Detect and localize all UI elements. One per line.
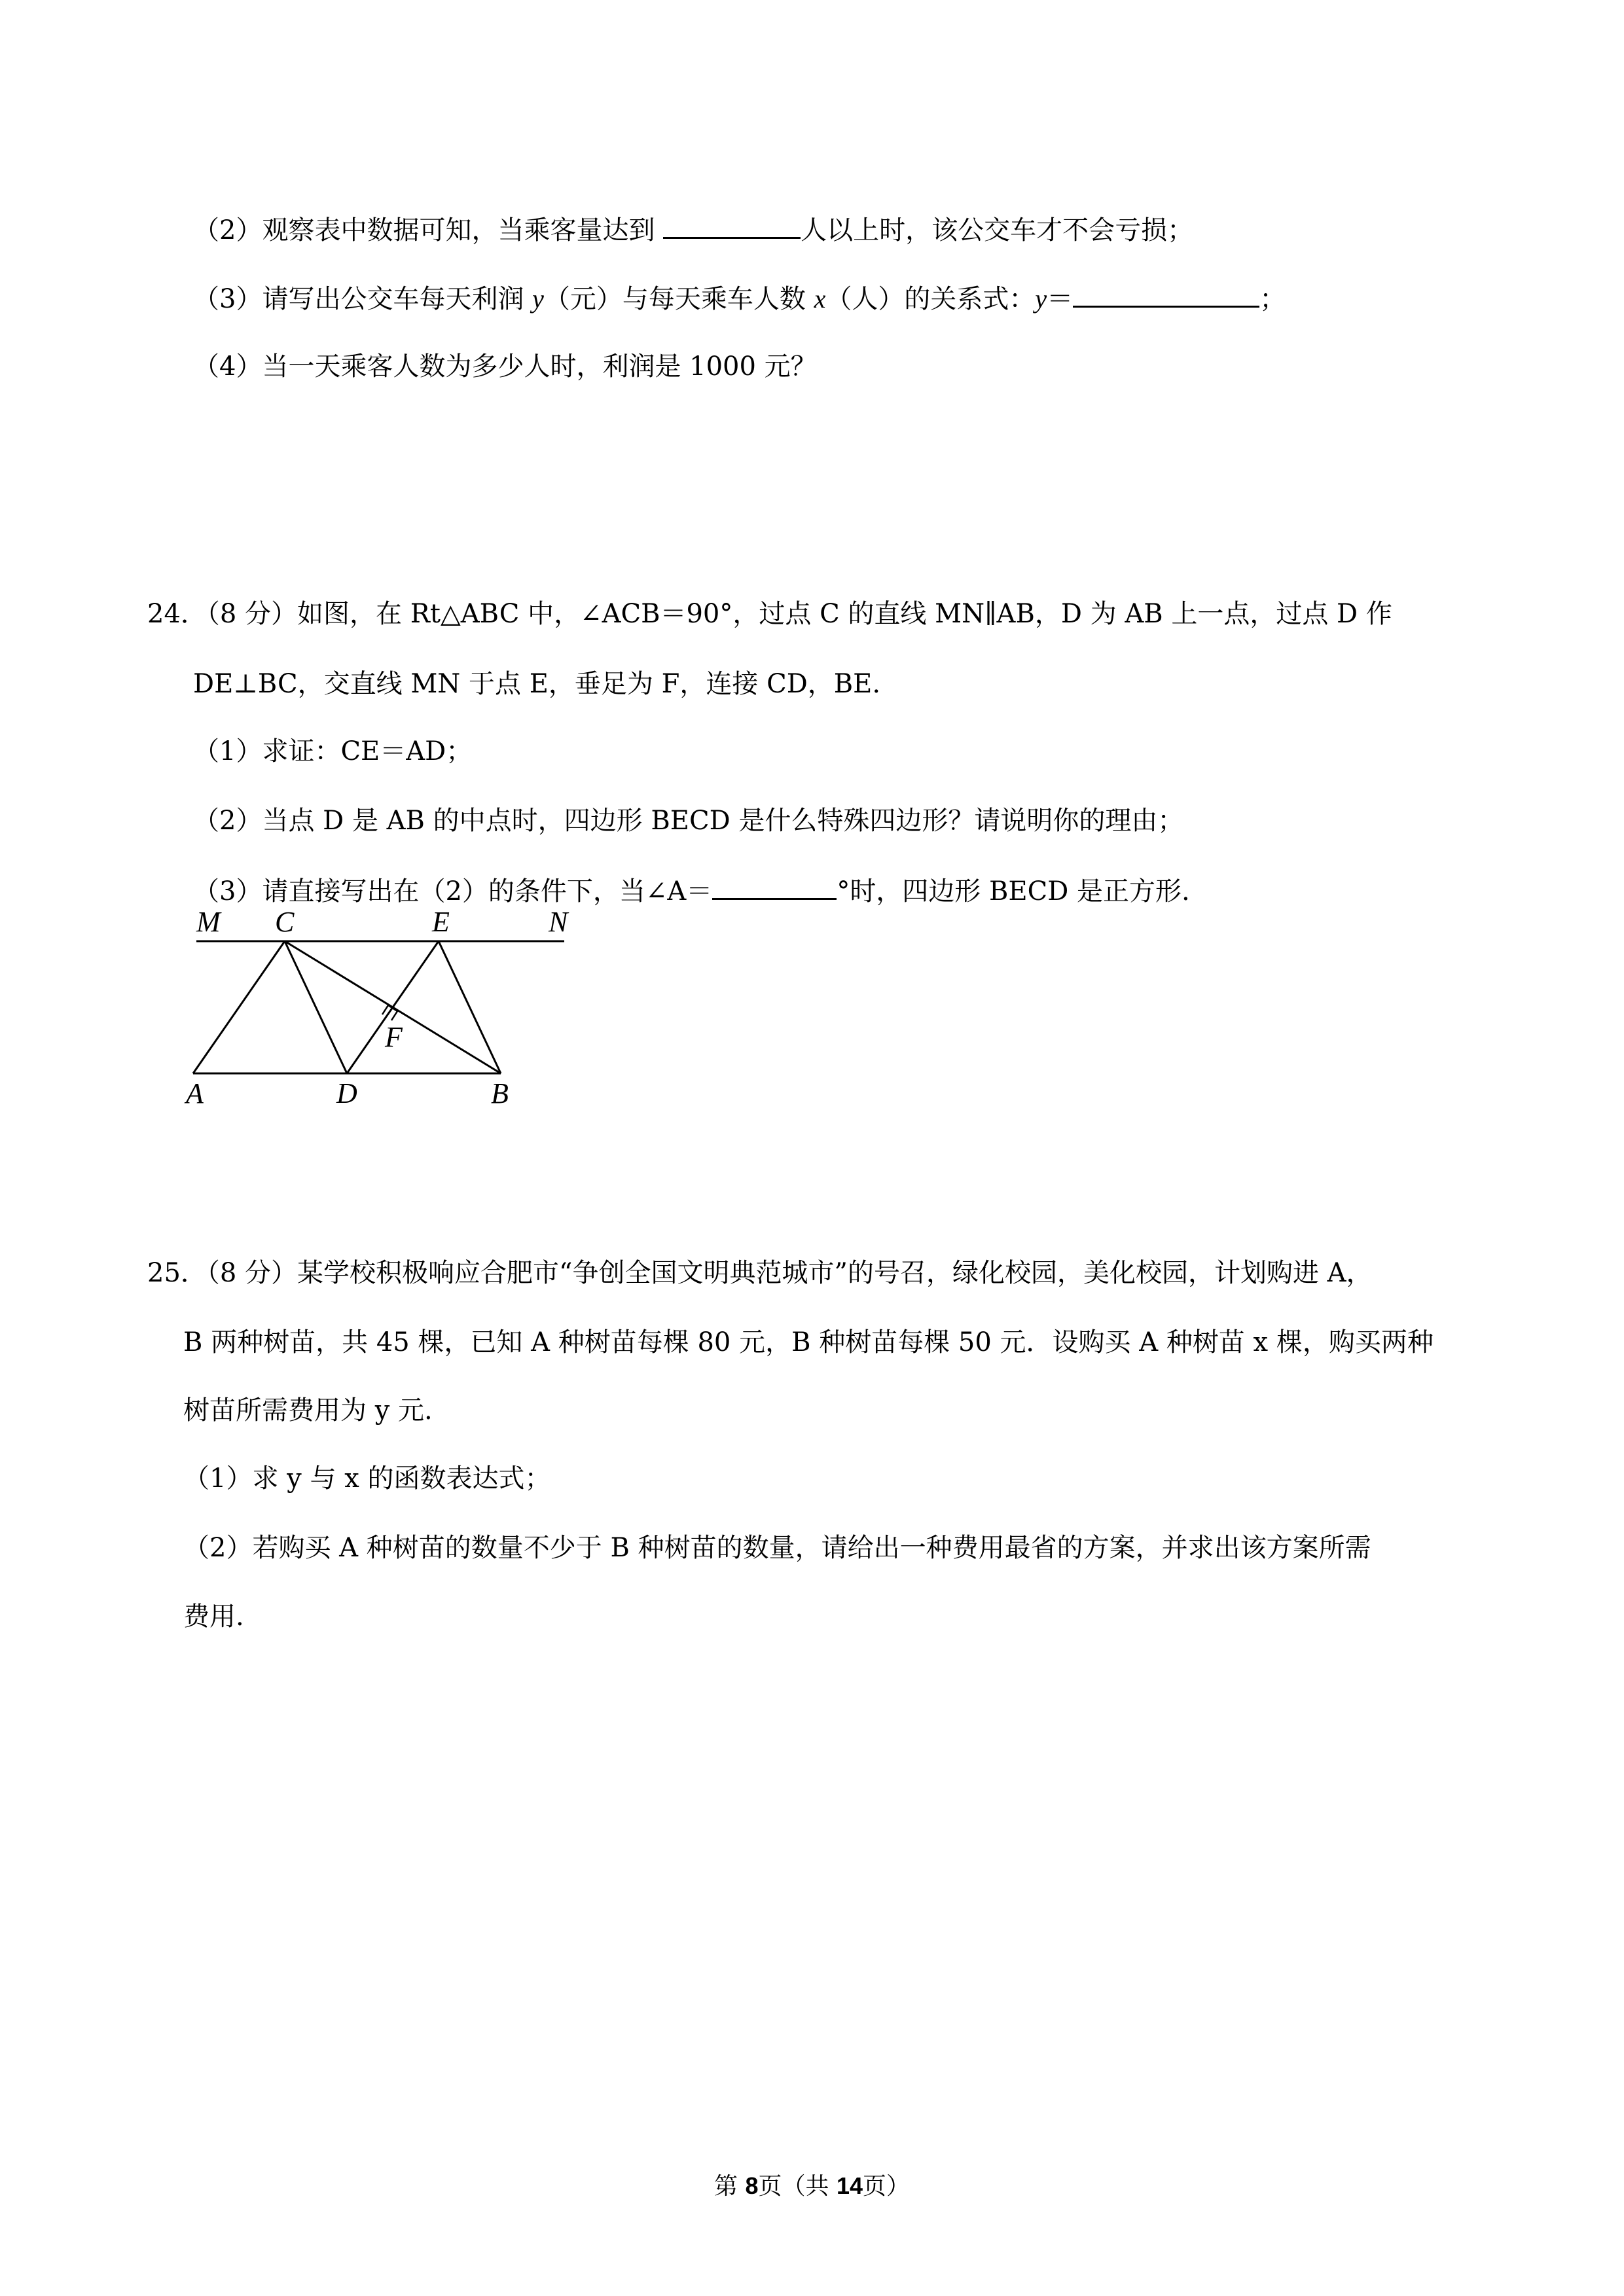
q23-part2-text-b: 人以上时，该公交车才不会亏损； — [801, 215, 1194, 245]
q24-figure-label-n: N — [549, 906, 568, 938]
q23-part3-eq: ＝ — [1047, 284, 1074, 314]
q23-part2-text-a: （2）观察表中数据可知，当乘客量达到 — [193, 215, 664, 245]
q24-part2 — [193, 802, 1183, 839]
q24-stem-line1-text: 24．（8 分）如图，在 Rt△ABC 中，∠ACB＝90°，过点 C 的直线 MN∥AB，D 为 AB 上一点，过点 D 作 — [147, 599, 1392, 629]
q25-stem-line3 — [183, 1392, 433, 1429]
q24-figure-label-e: E — [432, 906, 450, 938]
q24-figure-label-d: D — [336, 1077, 357, 1109]
q23-part2-blank — [663, 211, 801, 239]
q24-stem-line1 — [147, 596, 1392, 632]
q24-figure-label-c: C — [275, 906, 295, 938]
q24-figure-line-ac — [193, 941, 285, 1073]
q23-part3-text-b: （元）与每天乘车人数 — [543, 284, 814, 314]
q24-stem-line2 — [193, 666, 880, 702]
q24-stem-line2-text: DE⊥BC，交直线 MN 于点 E，垂足为 F，连接 CD，BE. — [193, 669, 881, 699]
q25-stem-line1 — [147, 1255, 1373, 1291]
page-footer — [0, 2170, 1624, 2203]
footer-total-pages: 14 — [836, 2172, 863, 2199]
q23-part3-text-a: （3）请写出公交车每天利润 — [193, 284, 533, 314]
q25-part2-text: （2）若购买 A 种树苗的数量不少于 B 种树苗的数量，请给出一种费用最省的方案，并求出该方案所需 — [183, 1533, 1371, 1563]
q23-part2 — [193, 211, 1193, 249]
q23-part3 — [193, 279, 1286, 317]
q25-part2 — [183, 1530, 1371, 1566]
q24-figure-label-f: F — [385, 1021, 403, 1053]
q24-part2-text: （2）当点 D 是 AB 的中点时，四边形 BECD 是什么特殊四边形？请说明你的理由； — [193, 806, 1184, 836]
q23-part3-var-y2: y — [1035, 284, 1047, 314]
q24-figure-line-de — [347, 941, 439, 1073]
q25-stem-line1-text: 25．（8 分）某学校积极响应合肥市“争创全国文明典范城市”的号召，绿化校园，美化校园，计划购进 A， — [147, 1258, 1373, 1288]
q25-stem-line2-text: B 两种树苗，共 45 棵，已知 A 种树苗每棵 80 元，B 种树苗每棵 50 元．设购买 A 种树苗 x 棵，购买两种 — [183, 1327, 1434, 1357]
q24-figure — [177, 900, 583, 1116]
q25-part2-continued — [183, 1598, 244, 1635]
footer-pre: 第 — [714, 2173, 746, 2200]
q23-part3-var-x: x — [814, 284, 826, 314]
q24-part1 — [193, 733, 472, 770]
q23-part4-text: （4）当一天乘客人数为多少人时，利润是 1000 元？ — [193, 351, 817, 382]
footer-mid: 页（共 — [758, 2173, 837, 2200]
q24-figure-label-b: B — [491, 1077, 509, 1109]
q23-part3-blank — [1073, 279, 1259, 308]
q24-figure-label-a: A — [186, 1077, 204, 1109]
q24-part3-text-a: （3）请直接写出在（2）的条件下，当∠A＝ — [193, 876, 713, 906]
q25-part1 — [183, 1460, 550, 1497]
q25-stem-line3-text: 树苗所需费用为 y 元. — [183, 1395, 433, 1426]
q23-part3-end: ； — [1259, 284, 1286, 314]
q25-stem-line2 — [183, 1324, 1434, 1361]
footer-page-number: 8 — [745, 2172, 759, 2199]
footer-post: 页） — [862, 2173, 910, 2200]
q24-part1-text: （1）求证：CE＝AD； — [193, 736, 473, 766]
q25-part1-text: （1）求 y 与 x 的函数表达式； — [183, 1463, 551, 1494]
q24-figure-label-m: M — [196, 906, 221, 938]
q24-part3-blank — [712, 872, 837, 900]
q23-part3-var-y: y — [532, 284, 544, 314]
q24-part3-text-b: °时，四边形 BECD 是正方形. — [837, 876, 1190, 906]
q23-part3-text-c: （人）的关系式： — [825, 284, 1036, 314]
q25-part2-cont-text: 费用. — [183, 1602, 244, 1632]
q23-part4 — [193, 348, 817, 385]
